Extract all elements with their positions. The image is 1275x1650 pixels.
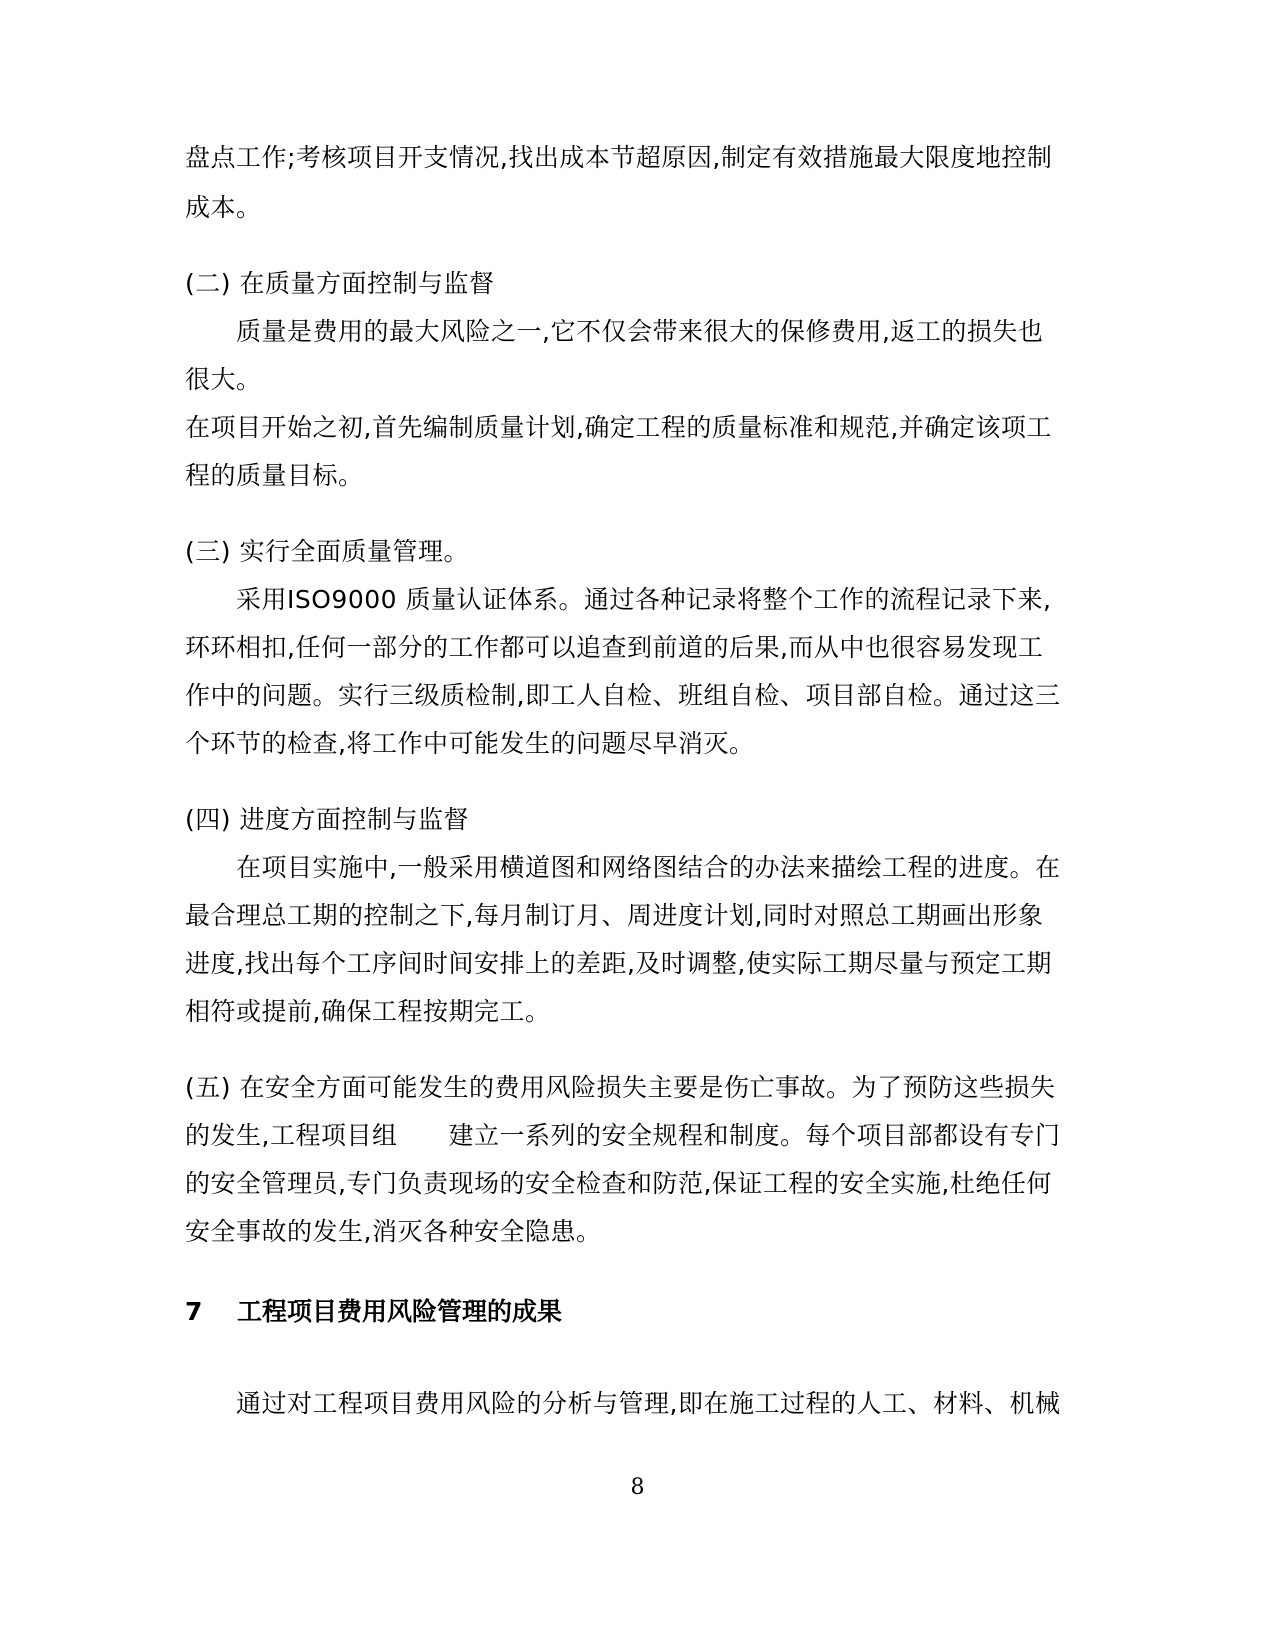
paragraph-line: 在项目开始之初,首先编制质量计划,确定工程的质量标准和规范,并确定该项工 [185,413,1052,442]
paragraph-line: 采用ISO9000 质量认证体系。通过各种记录将整个工作的流程记录下来, [236,585,1052,614]
paragraph-line: 最合理总工期的控制之下,每月制订月、周进度计划,同时对照总工期画出形象 [185,901,1044,930]
paragraph-line: 进度,找出每个工序间时间安排上的差距,及时调整,使实际工期尽量与预定工期 [185,949,1052,978]
paragraph-line: 相符或提前,确保工程按期完工。 [185,997,551,1026]
subsection-heading: (二) 在质量方面控制与监督 [185,269,495,298]
paragraph-line: 作中的问题。实行三级质检制,即工人自检、班组自检、项目部自检。通过这三 [185,681,1061,710]
paragraph-line: 个环节的检查,将工作中可能发生的问题尽早消灭。 [185,729,755,758]
paragraph-line: 盘点工作;考核项目开支情况,找出成本节超原因,制定有效措施最大限度地控制 [185,143,1053,172]
page-number: 8 [630,1475,645,1500]
paragraph-line: 在项目实施中,一般采用横道图和网络图结合的办法来描绘工程的进度。在 [236,853,1061,882]
paragraph-line: 通过对工程项目费用风险的分析与管理,即在施工过程的人工、材料、机械 [236,1389,1061,1418]
paragraph-line: 程的质量目标。 [185,461,364,490]
paragraph-line: 很大。 [185,365,262,394]
section-heading [185,1296,562,1328]
paragraph-line: 环环相扣,任何一部分的工作都可以追查到前道的后果,而从中也很容易发现工 [185,633,1044,662]
paragraph-line: (五) 在安全方面可能发生的费用风险损失主要是伤亡事故。为了预防这些损失 [185,1073,1056,1102]
subsection-heading: (三) 实行全面质量管理。 [185,537,469,566]
section-number: 7 [185,1297,203,1326]
paragraph-line: 安全事故的发生,消灭各种安全隐患。 [185,1217,602,1246]
paragraph-line: 的安全管理员,专门负责现场的安全检查和防范,保证工程的安全实施,杜绝任何 [185,1169,1052,1198]
subsection-heading: (四) 进度方面控制与监督 [185,805,469,834]
section-title: 工程项目费用风险管理的成果 [237,1297,563,1326]
paragraph-line: 成本。 [185,193,262,222]
paragraph-line: 质量是费用的最大风险之一,它不仅会带来很大的保修费用,返工的损失也 [236,317,1044,346]
paragraph-line: 的发生,工程项目组 建立一系列的安全规程和制度。每个项目部都设有专门 [185,1121,1061,1150]
